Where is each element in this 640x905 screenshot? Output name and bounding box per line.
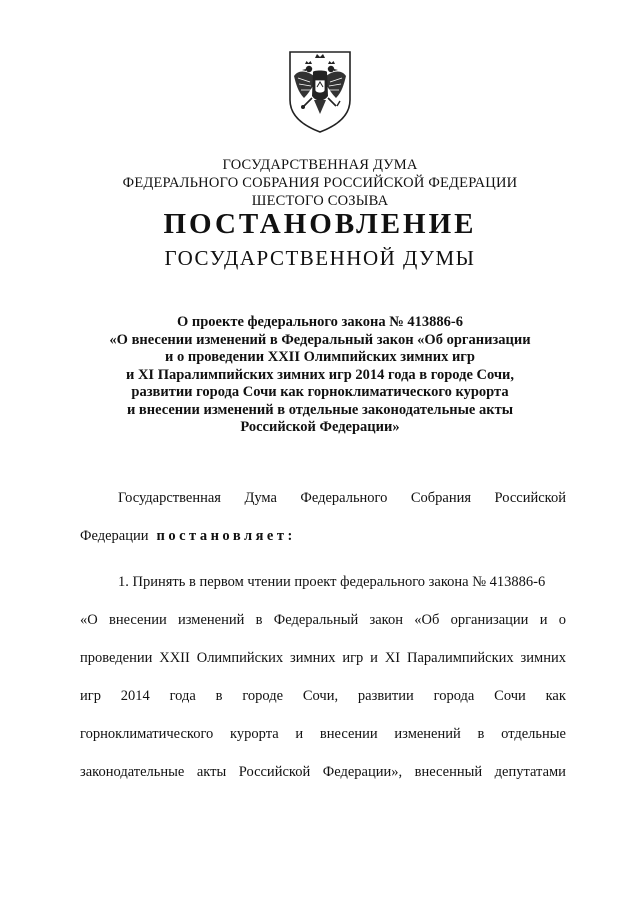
word: Собрания bbox=[410, 490, 472, 506]
preamble-text: Федерации bbox=[80, 528, 149, 544]
clause-1-paragraph bbox=[80, 572, 566, 800]
clause-1-line-6 bbox=[80, 762, 566, 782]
word: развитии bbox=[357, 688, 414, 704]
word: Олимпийских bbox=[196, 650, 284, 666]
word: игр bbox=[80, 688, 101, 704]
preamble-line-2 bbox=[80, 526, 566, 546]
word: городе bbox=[242, 688, 284, 704]
clause-1-line-1: 1. Принять в первом чтении проект федерального закона № 413886-6 bbox=[118, 574, 546, 590]
word: изменений bbox=[394, 726, 461, 742]
document-issuer-subtitle: ГОСУДАРСТВЕННОЙ ДУМЫ bbox=[164, 246, 476, 270]
word: города bbox=[433, 688, 475, 704]
word: акты bbox=[196, 764, 227, 780]
word: депутатами bbox=[494, 764, 566, 780]
clause-1-line-3 bbox=[80, 648, 566, 668]
subject-line: «О внесении изменений в Федеральный закон «Об организации bbox=[109, 331, 531, 348]
word: Федерального bbox=[300, 490, 388, 506]
subject-line: и о проведении XXII Олимпийских зимних игр bbox=[165, 349, 475, 365]
word: игр bbox=[342, 650, 364, 666]
subject-line: развитии города Сочи как горноклиматического курорта bbox=[131, 384, 509, 400]
word: года bbox=[169, 688, 196, 704]
word: в bbox=[255, 612, 263, 628]
word: зимних bbox=[290, 650, 336, 666]
preamble-line-1 bbox=[80, 488, 566, 508]
word: внесенный bbox=[414, 764, 483, 780]
word: 2014 bbox=[120, 688, 150, 704]
russian-double-headed-eagle-icon bbox=[284, 48, 356, 134]
document-type-title: ПОСТАНОВЛЕНИЕ bbox=[163, 208, 477, 240]
clause-1-line-5 bbox=[80, 724, 566, 744]
word: организации bbox=[450, 612, 529, 628]
word: горноклиматического bbox=[80, 726, 214, 742]
header-line-3: ШЕСТОГО СОЗЫВА bbox=[251, 193, 389, 209]
word: законодательные bbox=[80, 764, 185, 780]
word: Государственная bbox=[118, 490, 221, 506]
word: изменений bbox=[178, 612, 245, 628]
word: о bbox=[558, 612, 566, 628]
word: в bbox=[477, 726, 485, 742]
document-subject bbox=[0, 314, 640, 437]
word: Федерации», bbox=[322, 764, 403, 780]
subject-line: Российской Федерации» bbox=[240, 419, 400, 435]
header-line-1: ГОСУДАРСТВЕННАЯ ДУМА bbox=[222, 157, 418, 173]
word: «Об bbox=[414, 612, 440, 628]
word: Сочи bbox=[494, 688, 526, 704]
word: в bbox=[215, 688, 223, 704]
word: XI bbox=[384, 650, 401, 666]
clause-1-line-2 bbox=[80, 610, 566, 630]
subject-line: и XI Паралимпийских зимних игр 2014 года в городе Сочи, bbox=[125, 366, 515, 383]
word: и bbox=[295, 726, 304, 742]
word: закон bbox=[369, 612, 403, 628]
clause-1-line-4 bbox=[80, 686, 566, 706]
word: как bbox=[545, 688, 566, 704]
word: зимних bbox=[520, 650, 566, 666]
header-line-2: ФЕДЕРАЛЬНОГО СОБРАНИЯ РОССИЙСКОЙ ФЕДЕРАЦИИ bbox=[122, 175, 518, 191]
word: и bbox=[539, 612, 548, 628]
word: отдельные bbox=[501, 726, 566, 742]
preamble-paragraph bbox=[80, 488, 566, 546]
word: Российской bbox=[238, 764, 311, 780]
word: внесении bbox=[109, 612, 167, 628]
word: Федеральный bbox=[273, 612, 359, 628]
word: Российской bbox=[494, 490, 566, 506]
word: Сочи, bbox=[302, 688, 339, 704]
subject-line: О проекте федерального закона № 413886-6 bbox=[176, 314, 464, 330]
issuing-body-header bbox=[0, 156, 640, 210]
state-emblem bbox=[284, 48, 356, 134]
word: «О bbox=[80, 612, 98, 628]
subject-line: и внесении изменений в отдельные законодательные акты bbox=[126, 401, 514, 418]
word: XXII bbox=[159, 650, 190, 666]
word: и bbox=[370, 650, 378, 666]
preamble-decree-word: постановляет: bbox=[156, 528, 296, 544]
word: внесении bbox=[319, 726, 378, 742]
word: проведении bbox=[80, 650, 153, 666]
word: Дума bbox=[244, 490, 277, 506]
word: курорта bbox=[230, 726, 279, 742]
word: Паралимпийских bbox=[407, 650, 514, 666]
